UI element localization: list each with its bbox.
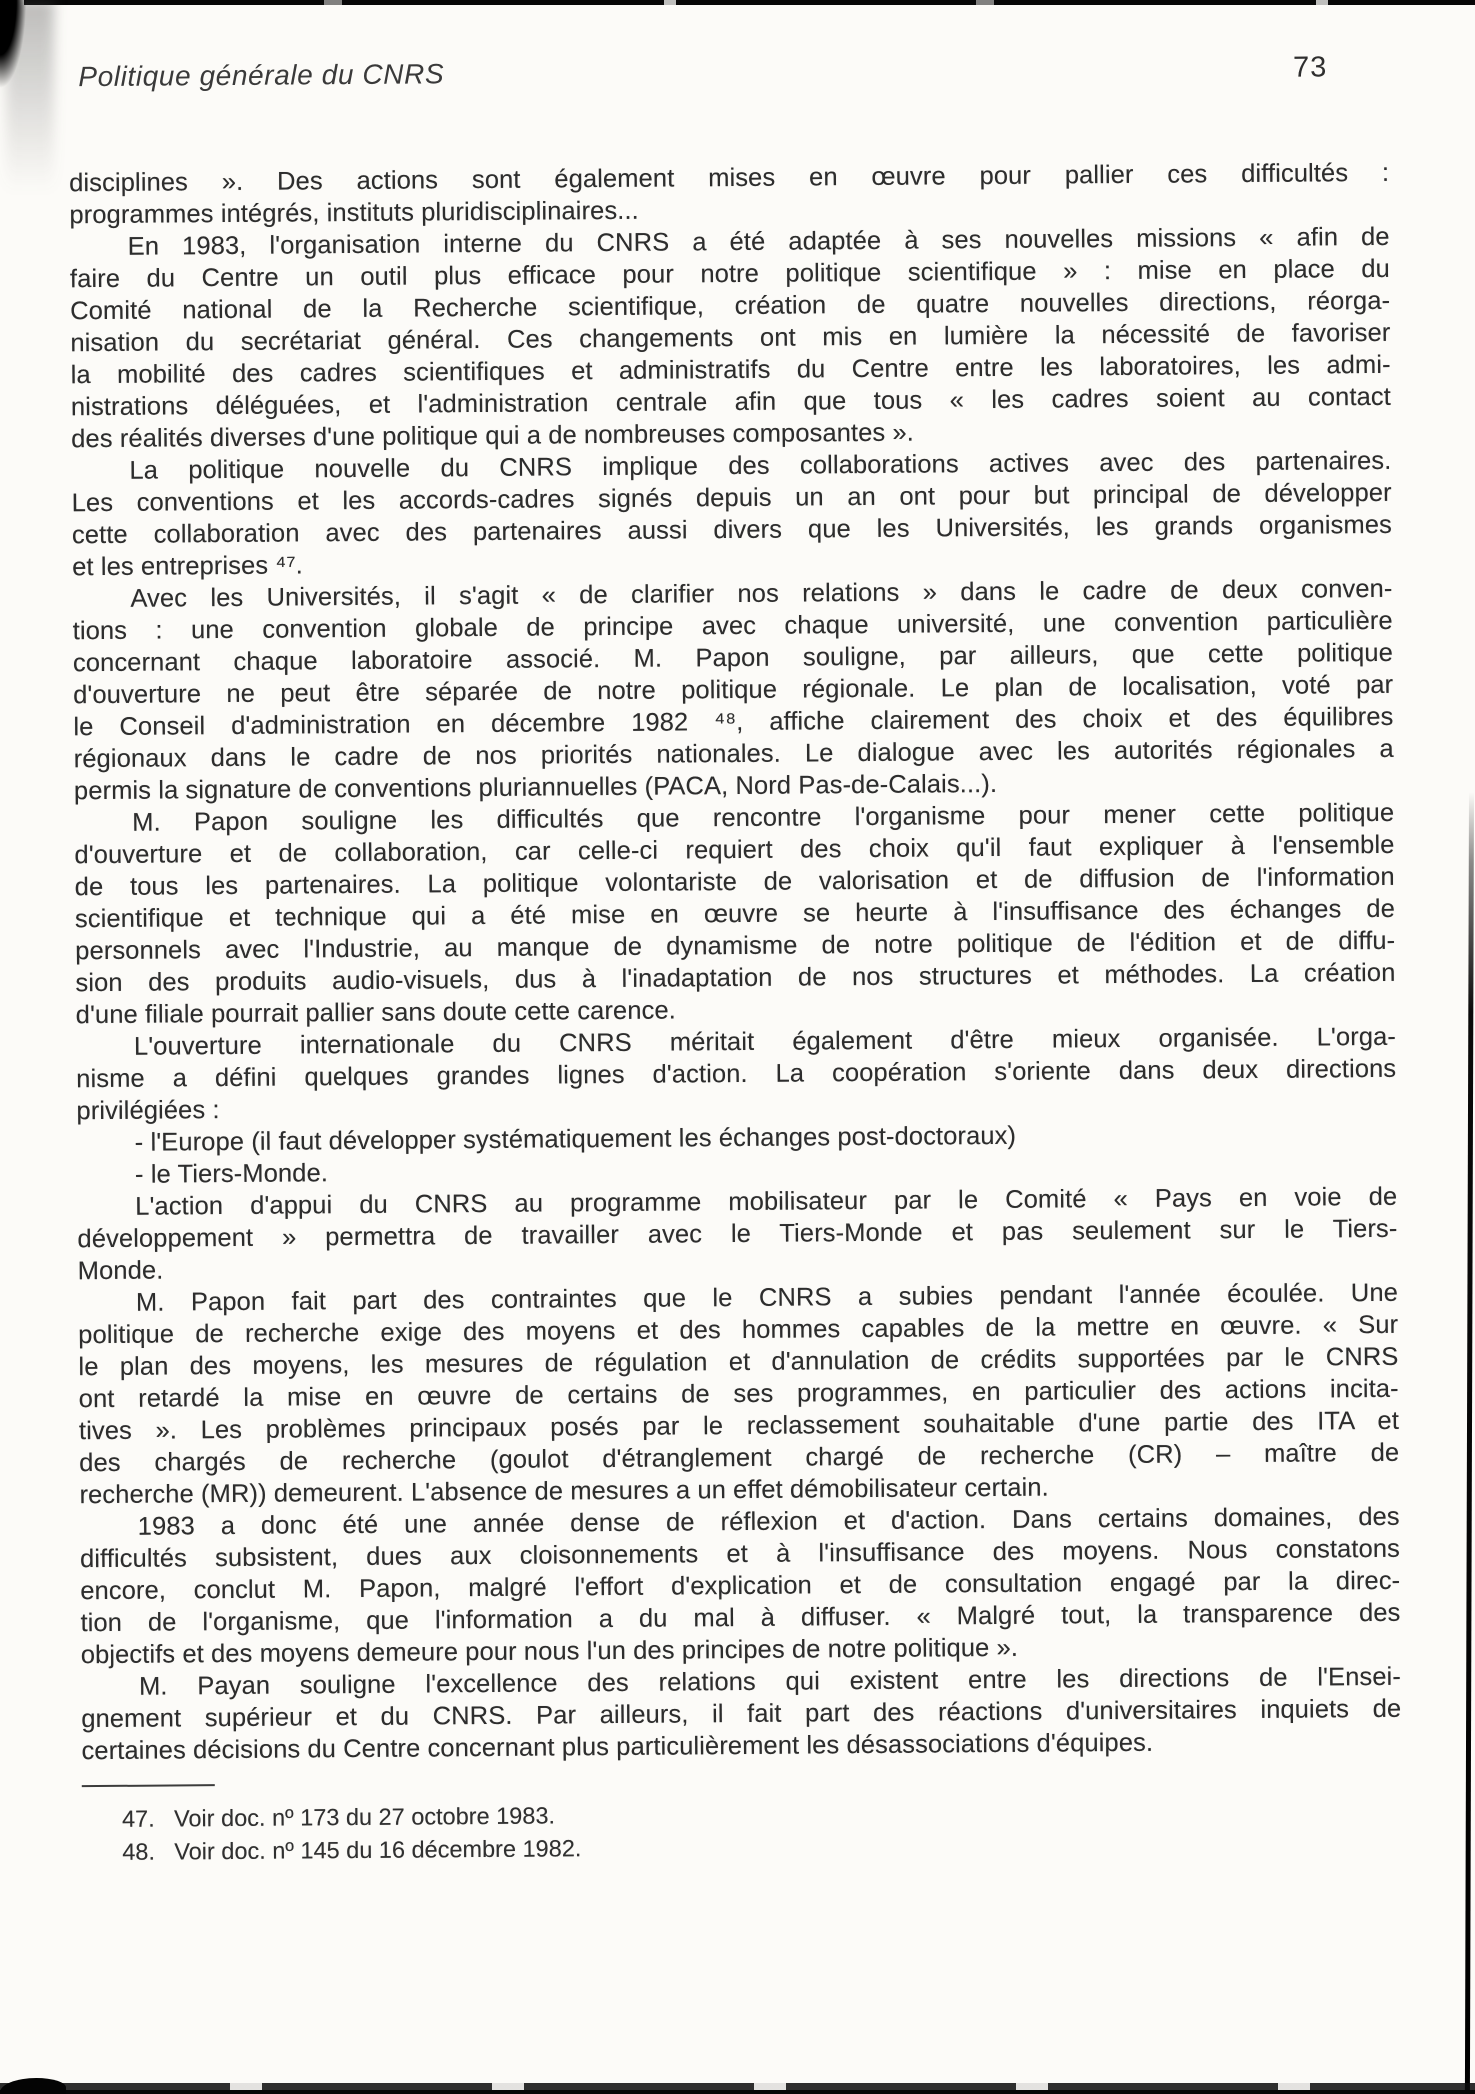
text-line: L'action d'appui du CNRS au programme mobilisateur par le Comité « Pays en voie de <box>135 1182 1398 1221</box>
text-line: - l'Europe (il faut développer systématiquement les échanges post-doctoraux) <box>134 1121 1017 1157</box>
text-line: 1983 a donc été une année dense de réflexion et d'action. Dans certains domaines, des <box>137 1502 1400 1541</box>
text-line: encore, conclut M. Papon, malgré l'effort d'explication et de consultation engagé par la direc- <box>80 1566 1401 1606</box>
text-line: d'ouverture et de collaboration, car celle-ci requiert des choix qu'il faut expliquer à l'ensemble <box>74 830 1395 870</box>
footnote-divider <box>82 1784 215 1787</box>
text-line: personnels avec l'Industrie, au manque de dynamisme de notre politique de l'édition et de diffu- <box>75 926 1396 966</box>
page-header <box>78 51 1327 94</box>
footnote-number: 47. <box>121 1805 155 1832</box>
body-text <box>69 157 1402 1767</box>
text-line: Comité national de la Recherche scientifique, création de quatre nouvelles directions, réorga- <box>70 286 1391 326</box>
text-line: programmes intégrés, instituts pluridisciplinaires... <box>69 196 639 230</box>
text-line: recherche (MR)) demeurent. L'absence de mesures a un effet démobilisateur certain. <box>79 1473 1049 1510</box>
text-line: gnement supérieur et du CNRS. Par ailleurs, il fait part des réactions d'universitaires inquiets de <box>81 1694 1402 1734</box>
text-line: de tous les partenaires. La politique volontariste de valorisation et de diffusion de l'information <box>74 862 1395 902</box>
text-line: et les entreprises ⁴⁷. <box>72 551 304 582</box>
scan-edge-top <box>24 0 1475 5</box>
text-line: le Conseil d'administration en décembre 1982 ⁴⁸, affiche clairement des choix et des équilibres <box>73 702 1394 742</box>
text-line: difficultés subsistent, dues aux cloisonnements et à l'insuffisance des moyens. Nous constatons <box>79 1534 1401 1574</box>
text-line: des chargés de recherche (goulot d'étranglement chargé de recherche (CR) – maître de <box>79 1438 1400 1478</box>
text-line: tion de l'organisme, que l'information a du mal à diffuser. « Malgré tout, la transparence des <box>80 1598 1401 1638</box>
text-line: Les conventions et les accords-cadres signés depuis un an ont pour but principal de développer <box>71 478 1392 518</box>
text-line: M. Payan souligne l'excellence des relations qui existent entre les directions de l'Ensei- <box>138 1662 1402 1701</box>
text-line: nisme a défini quelques grandes lignes d'action. La coopération s'oriente dans deux directions <box>76 1054 1397 1094</box>
scan-corner-top-left <box>0 0 28 122</box>
text-line: concernant chaque laboratoire associé. M. Papon souligne, par ailleurs, que cette politique <box>72 638 1394 678</box>
footnote-number: 48. <box>122 1838 156 1865</box>
text-line: - le Tiers-Monde. <box>134 1159 329 1189</box>
text-line: d'ouverture ne peut être séparée de notre politique régionale. Le plan de localisation, voté par <box>73 670 1394 710</box>
page-title: Politique générale du CNRS <box>78 58 445 93</box>
text-line: des réalités diverses d'une politique qui a de nombreuses composantes ». <box>71 418 915 454</box>
text-line: régionaux dans le cadre de nos priorités nationales. Le dialogue avec les autorités régionales a <box>73 734 1394 774</box>
footnotes <box>82 1775 1403 1869</box>
text-line: M. Papon souligne les difficultés que rencontre l'organisme pour mener cette politique <box>132 798 1395 837</box>
text-line: nistrations déléguées, et l'administration centrale afin que tous « les cadres soient au contact <box>70 382 1392 422</box>
text-line: sion des produits audio-visuels, dus à l'inadaptation de nos structures et méthodes. La création <box>75 958 1396 998</box>
text-line: disciplines ». Des actions sont également mises en œuvre pour pallier ces difficultés : <box>69 158 1390 198</box>
text-line: nisation du secrétariat général. Ces changements ont mis en lumière la nécessité de favoriser <box>70 318 1391 358</box>
text-line: développement » permettra de travailler avec le Tiers-Monde et pas seulement sur le Tiers- <box>77 1214 1398 1254</box>
text-line: privilégiées : <box>76 1096 220 1126</box>
footnote-text: Voir doc. nº 145 du 16 décembre 1982. <box>174 1835 582 1865</box>
text-line: cette collaboration avec des partenaires aussi divers que les Universités, les grands organismes <box>71 510 1393 550</box>
text-line: d'une filiale pourrait pallier sans doute cette carence. <box>75 996 676 1030</box>
text-line: la mobilité des cadres scientifiques et administratifs du Centre entre les laboratoires, les admi- <box>70 350 1391 390</box>
text-line: ont retardé la mise en œuvre de certains de ses programmes, en particulier des actions incita- <box>78 1374 1399 1414</box>
text-line: tions : une convention globale de principe avec chaque université, une convention particulière <box>72 606 1393 646</box>
page-number: 73 <box>1292 51 1328 84</box>
text-line: certaines décisions du Centre concernant plus particulièrement les désassociations d'équipes. <box>81 1728 1154 1766</box>
text-line: En 1983, l'organisation interne du CNRS a été adaptée à ses nouvelles missions « afin de <box>127 222 1390 261</box>
text-line: politique de recherche exige des moyens et des hommes capables de la mettre en œuvre. « Sur <box>78 1310 1399 1350</box>
footnotes-list <box>82 1793 1402 1869</box>
text-line: objectifs et des moyens demeure pour nous l'un des principes de notre politique ». <box>80 1633 1019 1670</box>
scan-edge-bottom <box>0 2083 1475 2094</box>
text-line: tives ». Les problèmes principaux posés par le reclassement souhaitable d'une partie des ITA et <box>78 1406 1400 1446</box>
text-line: faire du Centre un outil plus efficace pour notre politique scientifique » : mise en place du <box>69 254 1391 294</box>
text-line: La politique nouvelle du CNRS implique des collaborations actives avec des partenaires. <box>129 446 1392 485</box>
text-line: le plan des moyens, les mesures de régulation et d'annulation de crédits supportées par le CNRS <box>78 1342 1399 1382</box>
footnote-text: Voir doc. nº 173 du 27 octobre 1983. <box>173 1802 556 1832</box>
text-line: L'ouverture internationale du CNRS méritait également d'être mieux organisée. L'orga- <box>133 1022 1397 1061</box>
text-line: permis la signature de conventions pluriannuelles (PACA, Nord Pas-de-Calais...). <box>73 769 998 806</box>
text-line: M. Papon fait part des contraintes que le CNRS a subies pendant l'année écoulée. Une <box>135 1278 1399 1317</box>
text-line: Monde. <box>77 1256 164 1286</box>
text-line: scientifique et technique qui a été mise en œuvre se heurte à l'insuffisance des échanges de <box>74 894 1396 934</box>
text-line: Avec les Universités, il s'agit « de clarifier nos relations » dans le cadre de deux conven- <box>130 574 1393 613</box>
